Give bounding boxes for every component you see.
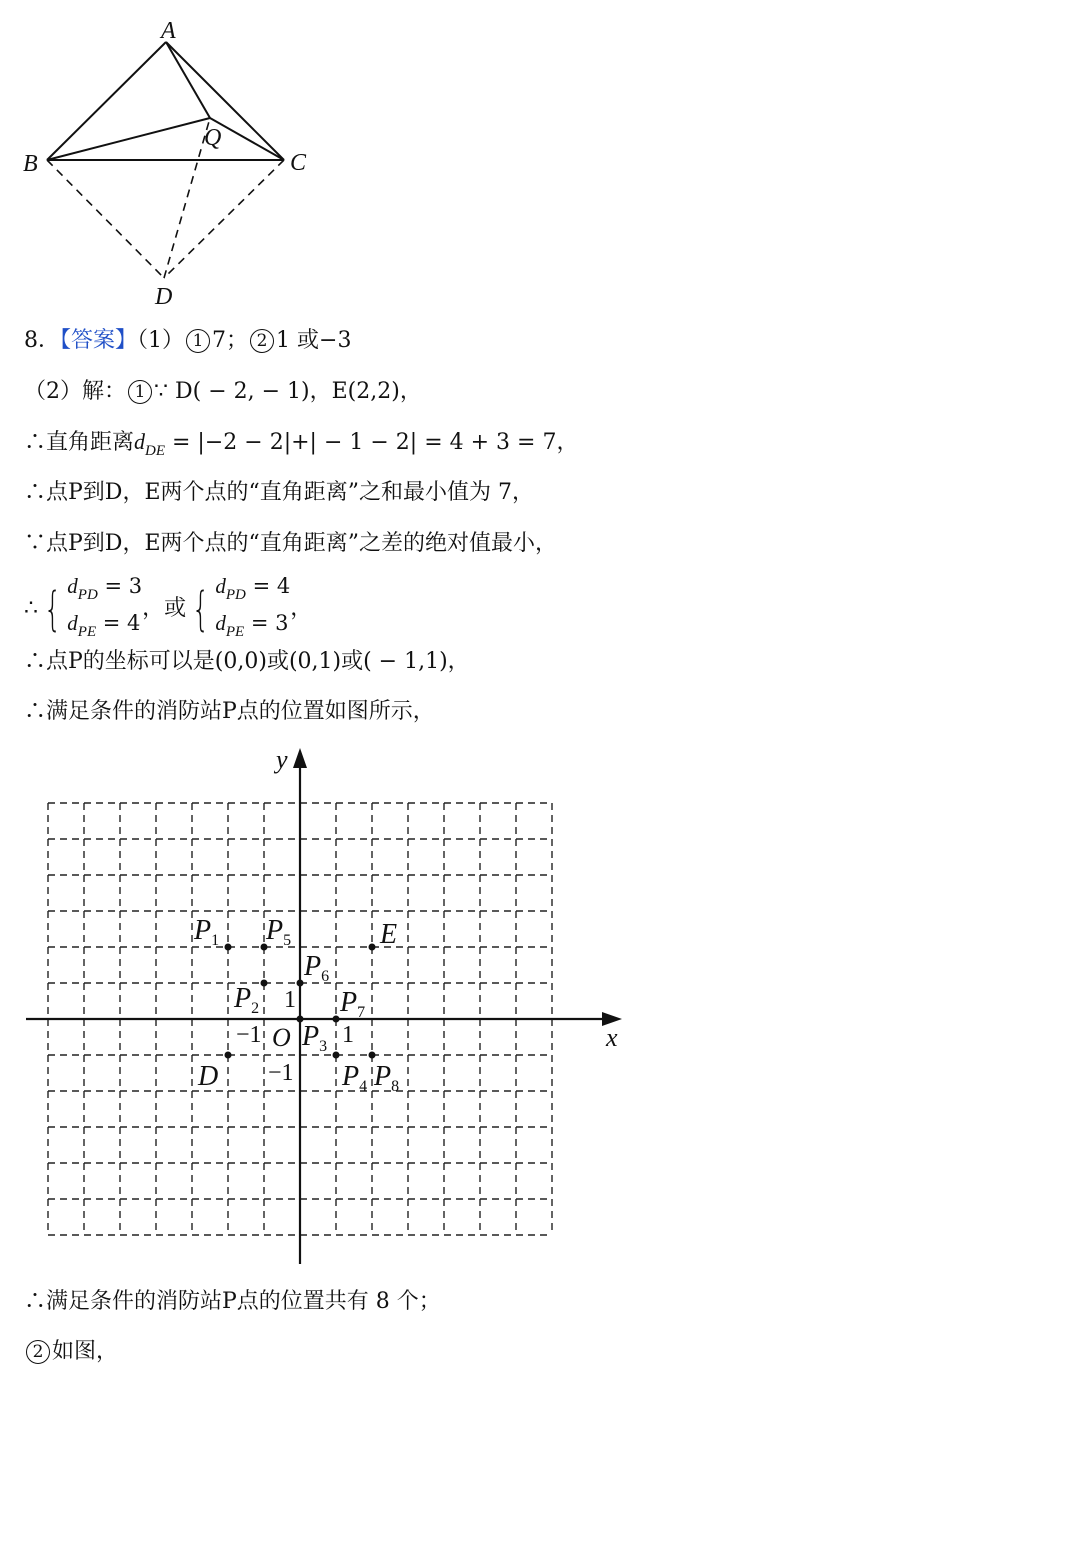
- point-e: [369, 944, 376, 951]
- y-tick-neg: −1: [268, 1060, 294, 1086]
- origin-label: O: [272, 1023, 291, 1052]
- point-p8: [369, 1052, 376, 1059]
- edge-ab: [47, 42, 166, 160]
- answer-tag: 【答案】: [60, 328, 138, 353]
- point-p4: [333, 1052, 340, 1059]
- label-q: Q: [204, 125, 222, 151]
- d-symbol: d: [134, 429, 146, 454]
- brace-icon: {: [191, 582, 210, 636]
- comma: ，: [290, 596, 313, 621]
- equation-system-1: [67, 572, 142, 646]
- brace-icon: {: [43, 582, 62, 636]
- circled-number-2: 2: [250, 329, 274, 353]
- part2-label: （2）解：: [24, 379, 126, 404]
- point-p2: [261, 980, 268, 987]
- circled-number-1: 1: [186, 329, 210, 353]
- point-label-p5: $P_5$: [266, 915, 292, 949]
- point-label-p1: $P_1$: [194, 915, 220, 949]
- point-p6: [297, 980, 304, 987]
- text: ∴直角距离: [24, 430, 135, 455]
- d-symbol: d: [67, 574, 78, 598]
- answer-value-1: 7；: [212, 328, 249, 353]
- solution-line-7: ∴点P的坐标可以是(0,0)或(0,1)或( − 1,1)，: [24, 649, 470, 674]
- question-number: 8．: [24, 328, 60, 353]
- x-tick-pos: 1: [342, 1022, 354, 1048]
- label-d: D: [155, 284, 173, 310]
- point-p1: [225, 944, 232, 951]
- edge-bq: [47, 118, 210, 160]
- solution-line-3: [24, 427, 578, 466]
- circled-number-2b: 2: [26, 1340, 50, 1364]
- value: = 3: [97, 574, 143, 598]
- answer-value-2: 1 或−3: [276, 328, 352, 353]
- solution-line-9: ∴满足条件的消防站P点的位置共有 8 个；: [24, 1289, 441, 1314]
- subscript: PE: [225, 624, 245, 640]
- label-a: A: [161, 18, 176, 44]
- point-label-p6: $P_6$: [304, 951, 330, 985]
- edge-cd: [164, 160, 284, 278]
- equation-system-2: [215, 572, 290, 646]
- y-axis-label: y: [276, 745, 288, 774]
- or-text: ，或: [142, 596, 187, 621]
- answer-line: [24, 326, 351, 356]
- d-symbol: d: [215, 574, 226, 598]
- subscript: PD: [225, 587, 246, 603]
- value: = 4: [245, 574, 291, 598]
- solution-line-10: [24, 1337, 118, 1367]
- triangle-figure: [18, 14, 318, 314]
- equation: = |−2 − 2|+| − 1 − 2| = 4 + 3 = 7，: [165, 430, 579, 455]
- point-d: [225, 1052, 232, 1059]
- label-c: C: [290, 150, 307, 176]
- d-symbol: d: [67, 611, 78, 635]
- edge-ac: [166, 42, 284, 160]
- y-tick-pos: 1: [284, 987, 296, 1013]
- point-label-p2: $P_2$: [234, 983, 260, 1017]
- point-label-p7: $P_7$: [340, 987, 366, 1021]
- x-axis-label: x: [606, 1023, 618, 1052]
- solution-line-4: ∴点P到D，E两个点的“直角距离”之和最小值为 7，: [24, 480, 534, 505]
- solution-line-6: [24, 572, 313, 640]
- subscript: PE: [77, 624, 97, 640]
- d-symbol: d: [215, 611, 226, 635]
- subscript: DE: [145, 443, 166, 459]
- point-label-p3: $P_3$: [302, 1021, 328, 1055]
- solution-line-5: ∵点P到D，E两个点的“直角距离”之差的绝对值最小，: [24, 531, 557, 556]
- circled-number-1b: 1: [128, 380, 152, 404]
- point-label-e: E: [380, 919, 398, 950]
- solution-line-2: [24, 377, 422, 407]
- coordinate-grid-figure: [0, 740, 640, 1270]
- label-b: B: [23, 151, 38, 177]
- point-label-p4: $P_4$: [342, 1061, 368, 1095]
- edge-bd: [47, 160, 164, 278]
- given-points: ∵ D( − 2, − 1)，E(2,2)，: [154, 379, 422, 404]
- therefore: ∴: [24, 596, 38, 621]
- value: = 4: [96, 611, 141, 635]
- solution-line-8: ∴满足条件的消防站P点的位置如图所示，: [24, 699, 435, 724]
- text: 如图，: [52, 1339, 119, 1364]
- subscript: PD: [77, 587, 98, 603]
- x-tick-neg: −1: [236, 1022, 262, 1048]
- point-label-d: D: [198, 1061, 219, 1092]
- part1-label: （1）: [137, 328, 185, 353]
- point-label-p8: $P_8$: [374, 1061, 400, 1095]
- point-p7: [333, 1016, 340, 1023]
- y-axis-arrow-icon: [293, 748, 307, 768]
- value: = 3: [244, 611, 289, 635]
